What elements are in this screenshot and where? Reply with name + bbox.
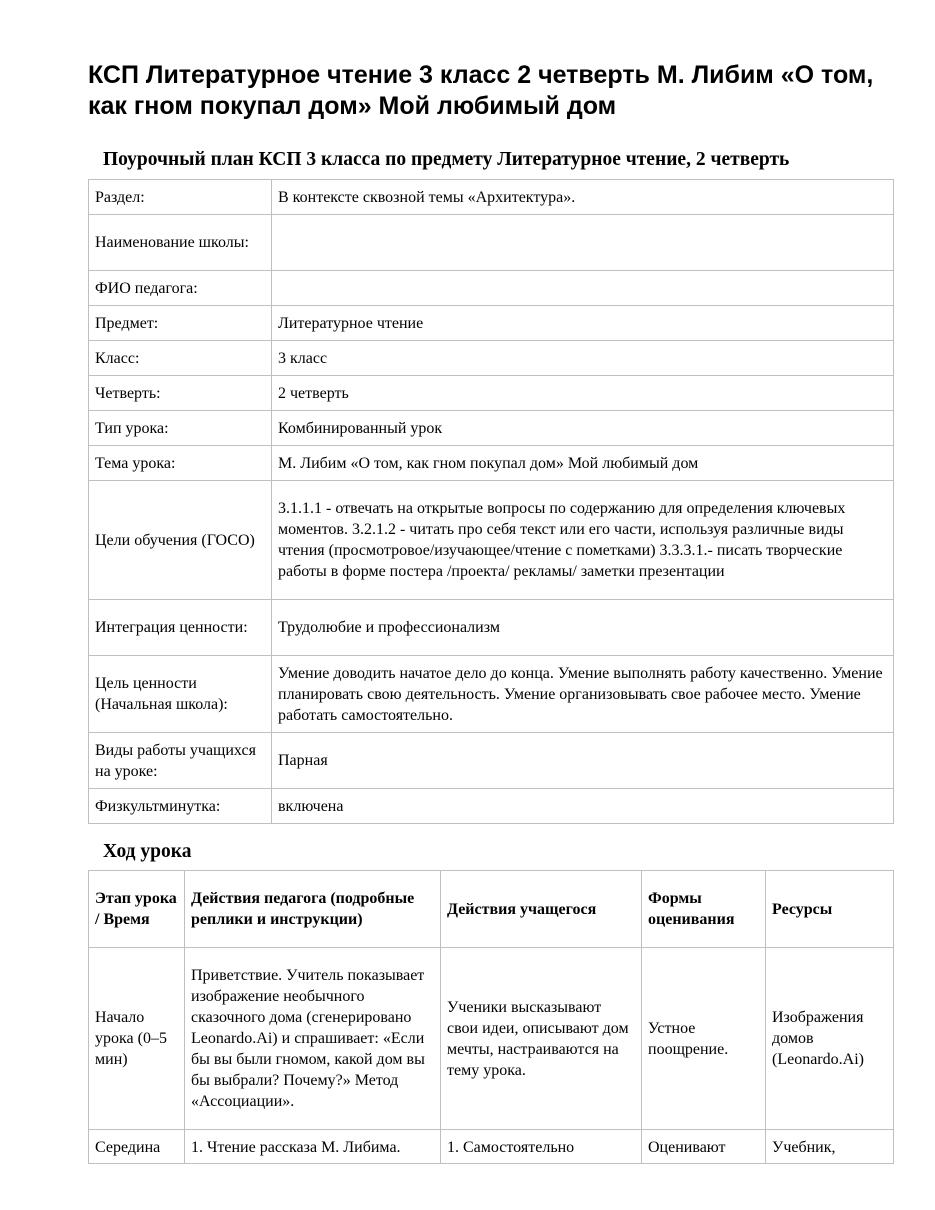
row-label: Тема урока: (89, 446, 272, 481)
header-student-actions: Действия учащегося (441, 871, 642, 948)
table-row (89, 306, 894, 341)
cell-stage: Начало урока (0–5 мин) (89, 948, 185, 1130)
row-value: Парная (272, 733, 894, 789)
row-label: Раздел: (89, 180, 272, 215)
cell-resources: Изображения домов (Leonardo.Ai) (766, 948, 894, 1130)
table-row (89, 948, 894, 1130)
row-value: Умение доводить начатое дело до конца. Умение выполнять работу качественно. Умение планировать свою деятельность. Умение организовывать свое рабочее место. Умение работать самостоятельно. (272, 656, 894, 733)
row-value: Комбинированный урок (272, 411, 894, 446)
plan-heading: Поурочный план КСП 3 класса по предмету Литературное чтение, 2 четверть (103, 149, 790, 170)
table-header-row (89, 871, 894, 948)
row-label: Виды работы учащихся на уроке: (89, 733, 272, 789)
table-row (89, 446, 894, 481)
row-label: Предмет: (89, 306, 272, 341)
table-row (89, 341, 894, 376)
row-value (272, 271, 894, 306)
lesson-info-table (88, 179, 894, 824)
table-row (89, 789, 894, 824)
cell-teacher-actions: Приветствие. Учитель показывает изображение необычного сказочного дома (сгенерировано Leonardo.Ai) и спрашивает: «Если бы вы были гномом, какой дом вы бы выбрали? Почему?» Метод «Ассоциации». (185, 948, 441, 1130)
row-label: Четверть: (89, 376, 272, 411)
row-label: Цель ценности (Начальная школа): (89, 656, 272, 733)
lesson-heading: Ход урока (103, 841, 192, 862)
cell-assessment: Устное поощрение. (642, 948, 766, 1130)
cell-student-actions: 1. Самостоятельно (441, 1130, 642, 1164)
table-row (89, 411, 894, 446)
cell-stage: Середина (89, 1130, 185, 1164)
row-value: В контексте сквозной темы «Архитектура». (272, 180, 894, 215)
header-teacher-actions: Действия педагога (подробные реплики и инструкции) (185, 871, 441, 948)
lesson-flow-table (88, 870, 894, 1164)
table-row (89, 600, 894, 656)
row-label: Класс: (89, 341, 272, 376)
row-value: 3 класс (272, 341, 894, 376)
row-label: Наименование школы: (89, 215, 272, 271)
table-row (89, 180, 894, 215)
cell-resources: Учебник, (766, 1130, 894, 1164)
table-row (89, 656, 894, 733)
header-stage: Этап урока / Время (89, 871, 185, 948)
row-label: Тип урока: (89, 411, 272, 446)
row-value (272, 215, 894, 271)
row-value: 2 четверть (272, 376, 894, 411)
table-row (89, 215, 894, 271)
table-row (89, 733, 894, 789)
row-value: 3.1.1.1 - отвечать на открытые вопросы по содержанию для определения ключевых моментов. 3.2.1.2 - читать про себя текст или его части, используя различные виды чтения (просмотровое/изучающее/чтение с пометками) 3.3.3.1.- писать творческие работы в форме постера /проекта/ рекламы/ заметки презентации (272, 481, 894, 600)
table-row (89, 376, 894, 411)
header-assessment: Формы оценивания (642, 871, 766, 948)
cell-student-actions: Ученики высказывают свои идеи, описывают дом мечты, настраиваются на тему урока. (441, 948, 642, 1130)
row-value: Литературное чтение (272, 306, 894, 341)
row-label: ФИО педагога: (89, 271, 272, 306)
cell-teacher-actions: 1. Чтение рассказа М. Либима. (185, 1130, 441, 1164)
header-resources: Ресурсы (766, 871, 894, 948)
document-title: КСП Литературное чтение 3 класс 2 четверть М. Либим «О том, как гном покупал дом» Мой любимый дом (88, 61, 874, 120)
table-row (89, 1130, 894, 1164)
row-value: включена (272, 789, 894, 824)
row-value: М. Либим «О том, как гном покупал дом» Мой любимый дом (272, 446, 894, 481)
row-label: Цели обучения (ГОСО) (89, 481, 272, 600)
row-value: Трудолюбие и профессионализм (272, 600, 894, 656)
cell-assessment: Оценивают (642, 1130, 766, 1164)
row-label: Интеграция ценности: (89, 600, 272, 656)
table-row (89, 481, 894, 600)
row-label: Физкультминутка: (89, 789, 272, 824)
table-row (89, 271, 894, 306)
